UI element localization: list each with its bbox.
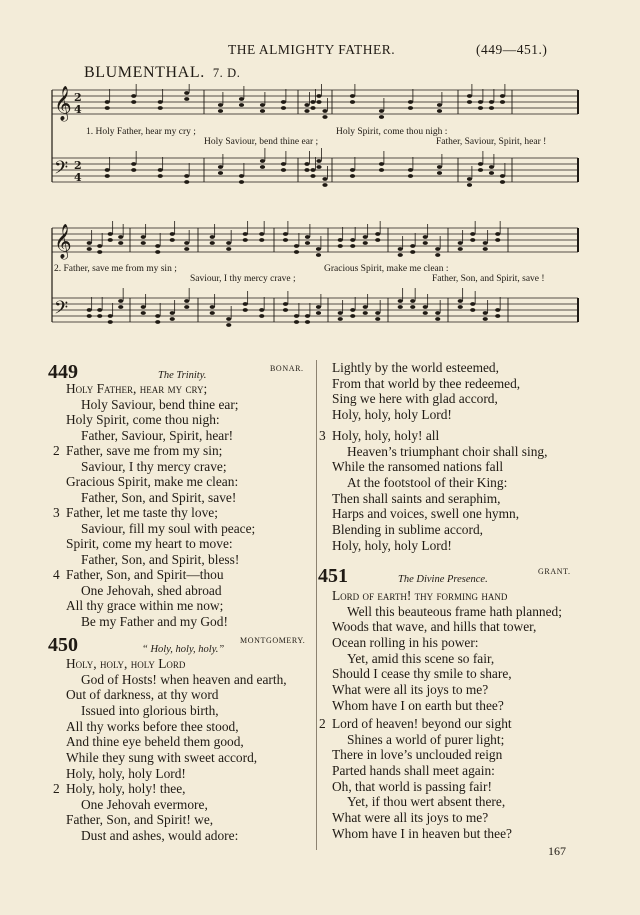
hymn-450-verse-2a: [53, 781, 239, 844]
note-head: [304, 162, 309, 166]
note-head: [184, 174, 189, 178]
note-head: [105, 100, 110, 104]
note-head: [304, 103, 309, 107]
note-head: [118, 305, 123, 309]
note-head: [105, 106, 110, 110]
verse-line: One Jehovah evermore,: [81, 796, 208, 812]
note-head: [218, 103, 223, 107]
note-head: [458, 247, 463, 251]
verse-line: Holy Father, hear my cry;: [66, 381, 208, 396]
note-head: [243, 302, 248, 306]
note-head: [437, 165, 442, 169]
hymn-450-title: “ Holy, holy, holy.”: [142, 644, 225, 655]
verse-line: Spirit, come my heart to move:: [66, 536, 233, 552]
verse-line: Then shall saints and seraphim,: [332, 490, 501, 506]
page-number: 167: [548, 844, 566, 858]
note-head: [170, 311, 175, 315]
note-head: [310, 106, 315, 110]
verse-line: All thy grace within me now;: [66, 598, 224, 614]
note-head: [305, 241, 310, 245]
note-head: [158, 168, 163, 172]
verse-line: Holy, holy, holy Lord!: [66, 765, 186, 781]
verse-line: Holy, holy, holy Lord!: [332, 537, 452, 553]
note-head: [170, 317, 175, 321]
note-head: [363, 305, 368, 309]
hymn-450-verse-2b: [332, 360, 520, 423]
note-head: [210, 235, 215, 239]
verse-line: And thine eye beheld them good,: [66, 734, 244, 750]
verse-line: Father, Son, and Spirit! we,: [66, 812, 214, 828]
note-head: [304, 109, 309, 113]
verse-line: Lord of earth! thy forming hand: [332, 588, 508, 603]
note-head: [316, 305, 321, 309]
verse-line: Yet, if thou wert absent there,: [347, 794, 506, 810]
time-signature-bottom: 4: [74, 171, 82, 184]
note-head: [316, 247, 321, 251]
note-head: [408, 174, 413, 178]
verse-line: Woods that wave, and hills that tower,: [332, 619, 537, 635]
verse-number: 4: [53, 567, 60, 582]
note-head: [87, 247, 92, 251]
verse-line: Dust and ashes, would adore:: [81, 828, 239, 844]
note-head: [239, 97, 244, 101]
note-head: [350, 94, 355, 98]
note-head: [338, 244, 343, 248]
treble-clef: 𝄞: [54, 224, 72, 259]
tune-name: BLUMENTHAL.: [84, 64, 205, 81]
note-head: [259, 232, 264, 236]
note-head: [478, 162, 483, 166]
system2-lyric-3: Saviour, I thy mercy crave ;: [190, 274, 296, 284]
note-head: [170, 238, 175, 242]
note-head: [363, 235, 368, 239]
note-head: [379, 162, 384, 166]
hymn-449-verse-4: [53, 567, 228, 630]
note-head: [435, 317, 440, 321]
verse-line: Holy, holy, holy Lord: [66, 656, 186, 671]
note-head: [97, 250, 102, 254]
note-head: [410, 250, 415, 254]
note-head: [108, 320, 113, 324]
note-head: [281, 162, 286, 166]
note-head: [294, 320, 299, 324]
note-head: [408, 100, 413, 104]
note-head: [398, 305, 403, 309]
note-head: [322, 183, 327, 187]
note-head: [322, 177, 327, 181]
note-head: [470, 238, 475, 242]
verse-line: Saviour, fill my soul with peace;: [81, 520, 256, 536]
verse-line: Holy, holy, holy! all: [332, 428, 440, 443]
note-head: [210, 311, 215, 315]
note-head: [310, 168, 315, 172]
note-head: [338, 317, 343, 321]
note-head: [218, 109, 223, 113]
note-head: [87, 241, 92, 245]
time-signature-bottom: 4: [74, 103, 82, 116]
system1-lyric-3: Holy Saviour, bend thine ear ;: [204, 137, 319, 147]
note-head: [350, 168, 355, 172]
note-head: [435, 253, 440, 257]
verse-line: Holy, holy, holy! thee,: [66, 781, 186, 796]
verse-line: Father, Son, and Spirit, save!: [81, 490, 237, 506]
note-head: [141, 235, 146, 239]
note-head: [105, 168, 110, 172]
note-head: [470, 232, 475, 236]
note-head: [435, 247, 440, 251]
verse-line: Lord of heaven! beyond our sight: [332, 716, 512, 731]
note-head: [294, 244, 299, 248]
note-head: [489, 165, 494, 169]
note-head: [184, 247, 189, 251]
verse-line: Whom have I in heaven but thee?: [332, 825, 512, 841]
note-head: [170, 232, 175, 236]
note-head: [259, 308, 264, 312]
system1-lyric-2: Holy Spirit, come thou nigh :: [336, 127, 448, 137]
note-head: [338, 238, 343, 242]
verse-line: Holy Spirit, come thou nigh:: [66, 412, 220, 428]
verse-line: Sing we here with glad accord,: [332, 391, 498, 407]
verse-line: Father, Saviour, Spirit, hear!: [81, 428, 234, 444]
note-head: [108, 238, 113, 242]
note-head: [155, 314, 160, 318]
note-head: [375, 311, 380, 315]
note-head: [118, 299, 123, 303]
system1-lyric-4: Father, Saviour, Spirit, hear !: [436, 137, 547, 147]
hymn-449-verse-1: [66, 381, 239, 444]
hymn-449-title: The Trinity.: [158, 370, 207, 381]
note-head: [226, 323, 231, 327]
note-head: [210, 241, 215, 245]
time-signature-top: 2: [74, 91, 82, 104]
hymn-451-verse-2: [319, 716, 512, 842]
note-head: [210, 305, 215, 309]
note-head: [483, 311, 488, 315]
note-head: [316, 311, 321, 315]
note-head: [108, 232, 113, 236]
note-head: [322, 109, 327, 113]
note-head: [184, 97, 189, 101]
verse-line: What were all its joys to me?: [332, 682, 489, 698]
note-head: [184, 180, 189, 184]
note-head: [495, 232, 500, 236]
note-head: [375, 232, 380, 236]
verse-line: Blending in sublime accord,: [332, 522, 483, 538]
note-head: [489, 106, 494, 110]
verse-line: At the footstool of their King:: [347, 475, 508, 491]
note-head: [458, 241, 463, 245]
note-head: [260, 165, 265, 169]
note-head: [141, 311, 146, 315]
system2-lyric-2: Gracious Spirit, make me clean :: [324, 264, 449, 274]
verse-line: While they sung with sweet accord,: [66, 750, 258, 766]
note-head: [363, 241, 368, 245]
note-head: [304, 168, 309, 172]
note-head: [489, 100, 494, 104]
note-head: [379, 115, 384, 119]
note-head: [350, 308, 355, 312]
note-head: [467, 183, 472, 187]
note-head: [379, 168, 384, 172]
note-head: [97, 314, 102, 318]
note-head: [97, 244, 102, 248]
note-head: [495, 238, 500, 242]
note-head: [467, 177, 472, 181]
note-head: [470, 302, 475, 306]
time-signature-top: 2: [74, 159, 82, 172]
note-head: [226, 241, 231, 245]
note-head: [316, 159, 321, 163]
hymn-449-verse-2: [53, 443, 239, 506]
verse-line: Father, Son, and Spirit, bless!: [81, 552, 240, 568]
verse-line: Oh, that world is passing fair!: [332, 778, 492, 794]
verse-line: God of Hosts! when heaven and earth,: [81, 671, 287, 687]
note-head: [500, 180, 505, 184]
note-head: [184, 241, 189, 245]
system2-lyric-4: Father, Son, and Spirit, save !: [432, 274, 545, 284]
verse-line: Harps and voices, swell one hymn,: [332, 506, 520, 522]
note-head: [423, 235, 428, 239]
note-head: [294, 250, 299, 254]
note-head: [495, 308, 500, 312]
note-head: [118, 241, 123, 245]
note-head: [316, 165, 321, 169]
hymn-449-number: 449: [48, 361, 78, 383]
note-head: [260, 109, 265, 113]
note-head: [305, 235, 310, 239]
note-head: [375, 238, 380, 242]
verse-line: From that world by thee redeemed,: [332, 375, 521, 391]
note-head: [350, 314, 355, 318]
hymn-449-author: BONAR.: [270, 364, 304, 373]
hymn-451-title: The Divine Presence.: [398, 574, 488, 585]
verse-line: Issued into glorious birth,: [81, 703, 219, 719]
note-head: [410, 244, 415, 248]
note-head: [437, 109, 442, 113]
verse-line: Father, save me from my sin;: [66, 443, 223, 458]
note-head: [500, 174, 505, 178]
note-head: [408, 168, 413, 172]
note-head: [283, 308, 288, 312]
note-head: [470, 308, 475, 312]
verse-line: Whom have I on earth but thee?: [332, 697, 504, 713]
column-divider: [316, 360, 317, 850]
note-head: [316, 253, 321, 257]
note-head: [158, 100, 163, 104]
hymn-450-number: 450: [48, 634, 78, 656]
note-head: [108, 314, 113, 318]
note-head: [305, 314, 310, 318]
note-head: [218, 165, 223, 169]
note-head: [184, 91, 189, 95]
note-head: [184, 305, 189, 309]
note-head: [483, 241, 488, 245]
running-head-range: (449—451.): [476, 42, 548, 57]
note-head: [350, 238, 355, 242]
note-head: [97, 308, 102, 312]
note-head: [410, 299, 415, 303]
verse-number: 3: [53, 505, 60, 520]
note-head: [226, 317, 231, 321]
note-head: [243, 308, 248, 312]
hymn-451-number: 451: [318, 565, 348, 587]
note-head: [243, 232, 248, 236]
note-head: [478, 106, 483, 110]
verse-line: Shines a world of purer light;: [347, 731, 505, 747]
bass-clef: 𝄢: [54, 298, 69, 323]
note-head: [350, 244, 355, 248]
note-head: [281, 106, 286, 110]
note-head: [322, 115, 327, 119]
note-head: [495, 314, 500, 318]
verse-line: Gracious Spirit, make me clean:: [66, 474, 239, 490]
note-head: [500, 100, 505, 104]
tune-meter: 7. D.: [212, 66, 241, 80]
note-head: [408, 106, 413, 110]
note-head: [423, 305, 428, 309]
note-head: [423, 241, 428, 245]
note-head: [305, 320, 310, 324]
verse-line: There in love’s unclouded reign: [332, 747, 503, 763]
verse-number: 3: [319, 428, 326, 443]
verse-line: Lightly by the world esteemed,: [332, 360, 499, 375]
note-head: [87, 308, 92, 312]
running-head-title: THE ALMIGHTY FATHER.: [228, 42, 396, 57]
note-head: [118, 235, 123, 239]
note-head: [239, 180, 244, 184]
note-head: [398, 247, 403, 251]
hymn-449-verse-3: [53, 505, 256, 568]
note-head: [105, 174, 110, 178]
verse-line: While the ransomed nations fall: [332, 459, 504, 475]
note-head: [437, 103, 442, 107]
note-head: [141, 305, 146, 309]
verse-number: 2: [53, 443, 60, 458]
verse-line: What were all its joys to me?: [332, 810, 489, 826]
note-head: [239, 103, 244, 107]
note-head: [478, 100, 483, 104]
verse-line: Heaven’s triumphant choir shall sing,: [347, 443, 548, 459]
verse-line: Well this beauteous frame hath planned;: [347, 603, 562, 619]
music-system-2: [48, 218, 584, 350]
note-head: [489, 171, 494, 175]
note-head: [239, 174, 244, 178]
note-head: [283, 232, 288, 236]
note-head: [458, 299, 463, 303]
verse-line: Holy, holy, holy Lord!: [332, 407, 452, 423]
verse-line: Holy Saviour, bend thine ear;: [81, 396, 239, 412]
note-head: [158, 174, 163, 178]
note-head: [141, 241, 146, 245]
verse-line: Yet, amid this scene so fair,: [347, 650, 495, 666]
hymn-450-verse-3: [319, 428, 548, 554]
note-head: [375, 317, 380, 321]
note-head: [294, 314, 299, 318]
verse-line: Saviour, I thy mercy crave;: [81, 458, 227, 474]
note-head: [310, 100, 315, 104]
verse-line: All thy works before thee stood,: [66, 718, 239, 734]
hymn-450-verse-1: [66, 656, 287, 782]
note-head: [478, 168, 483, 172]
note-head: [350, 174, 355, 178]
note-head: [458, 305, 463, 309]
verse-line: Ocean rolling in his power:: [332, 635, 479, 651]
verse-line: Out of darkness, at thy word: [66, 687, 219, 703]
note-head: [155, 320, 160, 324]
note-head: [398, 299, 403, 303]
note-head: [131, 94, 136, 98]
note-head: [437, 171, 442, 175]
hymn-451-author: GRANT.: [538, 567, 571, 576]
tune-heading: [84, 64, 240, 82]
note-head: [410, 305, 415, 309]
note-head: [243, 238, 248, 242]
note-head: [226, 247, 231, 251]
note-head: [155, 250, 160, 254]
note-head: [131, 100, 136, 104]
note-head: [398, 253, 403, 257]
note-head: [467, 94, 472, 98]
note-head: [281, 168, 286, 172]
note-head: [350, 100, 355, 104]
verse-line: One Jehovah, shed abroad: [81, 582, 222, 598]
note-head: [281, 100, 286, 104]
note-head: [283, 238, 288, 242]
note-head: [316, 100, 321, 104]
verse-line: Father, Son, and Spirit—thou: [66, 567, 224, 582]
note-head: [483, 247, 488, 251]
note-head: [218, 171, 223, 175]
note-head: [467, 100, 472, 104]
note-head: [423, 311, 428, 315]
note-head: [338, 311, 343, 315]
note-head: [87, 314, 92, 318]
note-head: [131, 162, 136, 166]
hymn-450-author: MONTGOMERY.: [240, 636, 306, 645]
verse-line: Should I cease thy smile to share,: [332, 666, 512, 682]
verse-line: Father, let me taste thy love;: [66, 505, 218, 520]
note-head: [379, 109, 384, 113]
note-head: [283, 302, 288, 306]
note-head: [316, 94, 321, 98]
music-system-1: [48, 84, 584, 210]
note-head: [260, 103, 265, 107]
note-head: [483, 317, 488, 321]
note-head: [363, 311, 368, 315]
note-head: [310, 174, 315, 178]
note-head: [131, 168, 136, 172]
note-head: [260, 159, 265, 163]
hymn-451-verse-1: [332, 588, 562, 714]
verse-line: Be my Father and my God!: [81, 614, 228, 630]
note-head: [184, 299, 189, 303]
verse-number: 2: [319, 716, 326, 731]
system2-lyric-1: 2. Father, save me from my sin ;: [54, 264, 177, 274]
note-head: [259, 238, 264, 242]
verse-line: Parted hands shall meet again:: [332, 763, 495, 779]
note-head: [155, 244, 160, 248]
note-head: [435, 311, 440, 315]
treble-clef: 𝄞: [54, 86, 72, 121]
note-head: [500, 94, 505, 98]
note-head: [259, 314, 264, 318]
bass-clef: 𝄢: [54, 158, 69, 183]
note-head: [158, 106, 163, 110]
verse-number: 2: [53, 781, 60, 796]
system1-lyric-1: 1. Holy Father, hear my cry ;: [86, 127, 196, 137]
